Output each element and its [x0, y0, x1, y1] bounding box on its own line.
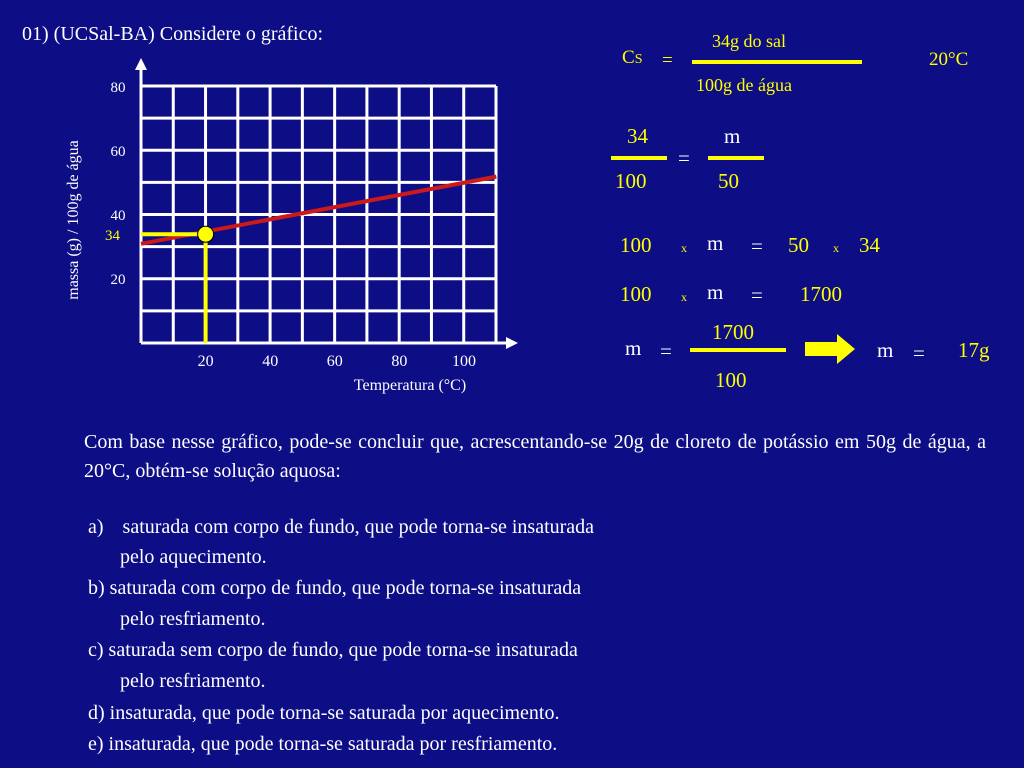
- option-b[interactable]: b) saturada com corpo de fundo, que pode torna-se insaturada: [88, 577, 582, 599]
- l1-c: 34: [859, 233, 880, 257]
- r-m: m: [625, 336, 642, 360]
- y-tick-label: 80: [110, 80, 126, 96]
- l1-a: 100: [620, 233, 652, 257]
- option-a-prefix: a): [88, 516, 104, 538]
- l2-a: 100: [620, 282, 652, 306]
- y-axis-label: massa (g) / 100g de água: [65, 140, 82, 300]
- cs-temperature: 20°C: [929, 49, 969, 70]
- cs-denominator: 100g de água: [696, 75, 792, 95]
- x-axis-label: Temperatura (°C): [353, 377, 467, 394]
- l1-b: 50: [788, 233, 809, 257]
- option-d[interactable]: d) insaturada, que pode torna-se saturada por aquecimento.: [88, 702, 560, 724]
- prop-n2: m: [724, 124, 741, 148]
- l1-x2: x: [833, 241, 839, 255]
- arrow-right-icon: [805, 334, 855, 364]
- x-axis-arrow-icon: [506, 337, 518, 349]
- l1-x1: x: [681, 241, 687, 255]
- cs-equals: =: [662, 50, 673, 71]
- option-e[interactable]: e) insaturada, que pode torna-se saturada por resfriamento.: [88, 733, 558, 755]
- y-axis-arrow-icon: [135, 58, 147, 70]
- x-tick-label: 80: [391, 353, 408, 370]
- x-tick-label: 40: [262, 353, 279, 370]
- question-paragraph: Com base nesse gráfico, pode-se concluir que, acrescentando-se 20g de cloreto de potássio em 50g de água, a 20°C, obtém-se solução aquosa:: [84, 431, 986, 482]
- x-tick-label: 20: [197, 353, 214, 370]
- option-a[interactable]: [88, 517, 594, 537]
- option-a-line2: pelo aquecimento.: [120, 546, 267, 568]
- cs-c: C: [622, 47, 635, 68]
- r-eq: =: [660, 339, 672, 363]
- r-bar: [690, 348, 786, 352]
- highlight-point: [198, 226, 214, 242]
- option-c-line2: pelo resfriamento.: [120, 670, 266, 692]
- x-tick-label: 100: [452, 353, 476, 370]
- chart-series: [141, 177, 496, 343]
- prop-d2: 50: [718, 169, 739, 193]
- prop-equals: =: [678, 146, 690, 170]
- l2-eq: =: [751, 283, 763, 307]
- chart-grid: [141, 86, 496, 343]
- cs-fraction-bar: [692, 60, 862, 64]
- option-c[interactable]: c) saturada sem corpo de fundo, que pode torna-se insaturada: [88, 639, 578, 661]
- option-b-line2: pelo resfriamento.: [120, 608, 266, 630]
- chart-axes: [135, 58, 518, 349]
- l2-b: 1700: [800, 282, 842, 306]
- r-val: 17g: [958, 338, 990, 362]
- x-tick-label: 60: [326, 353, 343, 370]
- prop-bar-2: [708, 156, 764, 160]
- r-m2: m: [877, 338, 894, 362]
- prop-bar-1: [611, 156, 667, 160]
- question-title: 01) (UCSal-BA) Considere o gráfico:: [22, 23, 324, 45]
- l2-m: m: [707, 280, 724, 304]
- chart-ticks: [105, 80, 476, 370]
- l1-m: m: [707, 231, 724, 255]
- y-tick-label: 20: [110, 272, 126, 288]
- r-num: 1700: [712, 320, 754, 344]
- r-den: 100: [715, 368, 747, 392]
- highlight-label: 34: [105, 228, 120, 245]
- prop-d1: 100: [615, 169, 647, 193]
- r-eq2: =: [913, 341, 925, 365]
- prop-n1: 34: [627, 124, 648, 148]
- y-tick-label: 60: [110, 144, 126, 160]
- l1-eq: =: [751, 234, 763, 258]
- cs-numerator: 34g do sal: [712, 31, 786, 51]
- option-a-line1: saturada com corpo de fundo, que pode torna-se insaturada: [122, 516, 595, 538]
- cs-label: [622, 48, 642, 67]
- cs-s: S: [634, 52, 643, 67]
- l2-x: x: [681, 290, 687, 304]
- y-tick-label: 40: [110, 208, 126, 224]
